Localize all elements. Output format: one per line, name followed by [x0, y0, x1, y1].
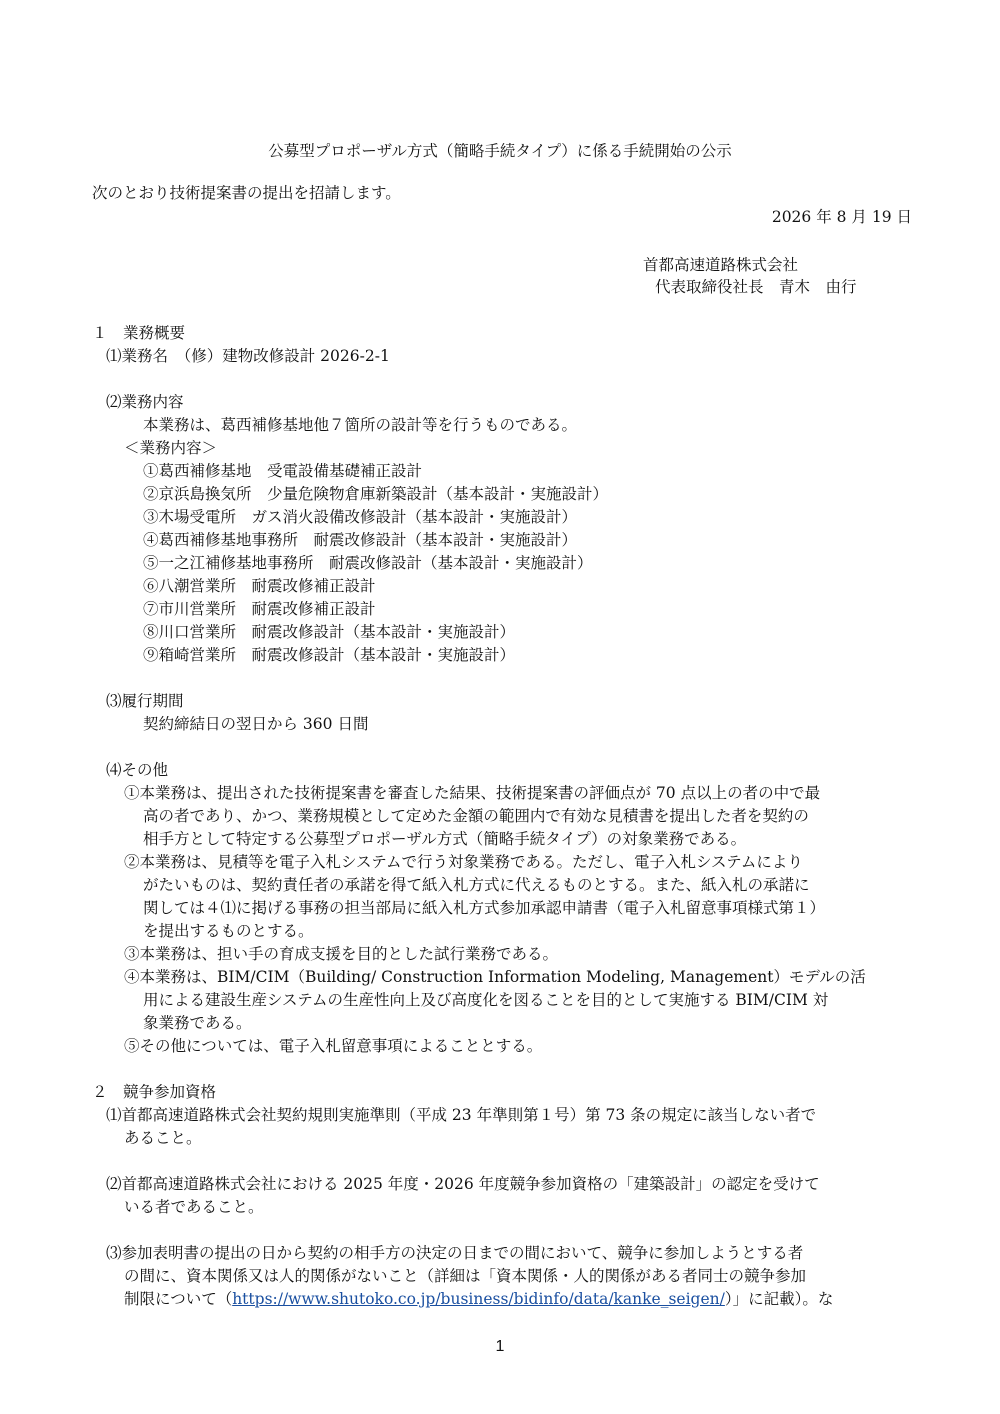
section1-item4-heading: ⑷その他: [106, 761, 169, 779]
kanke-seigen-link[interactable]: https://www.shutoko.co.jp/business/bidinfo/data/kanke_seigen/: [232, 1290, 725, 1308]
section1-item3-heading: ⑶履行期間: [106, 692, 184, 710]
task-item: ⑦市川営業所 耐震改修補正設計: [143, 600, 376, 618]
other-line: ⑤その他については、電子入札留意事項によることとする。: [124, 1037, 543, 1055]
issuer-representative: 代表取締役社長 青木 由行: [655, 278, 857, 296]
other-line: 象業務である。: [143, 1014, 252, 1032]
other-line: 用による建設生産システムの生産性向上及び高度化を図ることを目的として実施する BIM/CIM 対: [143, 991, 829, 1009]
document-title: 公募型プロポーザル方式（簡略手続タイプ）に係る手続開始の公示: [268, 142, 732, 160]
section2-item2-line: ⑵首都高速道路株式会社における 2025 年度・2026 年度競争参加資格の「建築設計」の認定を受けて: [106, 1175, 820, 1193]
task-item: ⑤一之江補修基地事務所 耐震改修設計（基本設計・実施設計）: [143, 554, 593, 572]
other-line: ③本業務は、担い手の育成支援を目的とした試行業務である。: [124, 945, 559, 963]
section2-item3-suffix: ）」に記載）。な: [724, 1290, 834, 1308]
section2-heading: ２ 競争参加資格: [92, 1083, 217, 1101]
section2-item3-line: ⑶参加表明書の提出の日から契約の相手方の決定の日までの間において、競争に参加しようとする者: [106, 1244, 804, 1262]
section1-heading: １ 業務概要: [92, 324, 186, 342]
section2-item3-line: の間に、資本関係又は人的関係がないこと（詳細は「資本関係・人的関係がある者同士の競争参加: [124, 1267, 807, 1285]
intro-text: 次のとおり技術提案書の提出を招請します。: [92, 184, 401, 202]
task-item: ③木場受電所 ガス消火設備改修設計（基本設計・実施設計）: [143, 508, 578, 526]
task-item: ⑧川口営業所 耐震改修設計（基本設計・実施設計）: [143, 623, 516, 641]
task-item: ⑥八潮営業所 耐震改修補正設計: [143, 577, 376, 595]
section1-item2-subheading: ＜業務内容＞: [124, 439, 218, 457]
task-item: ②京浜島換気所 少量危険物倉庫新築設計（基本設計・実施設計）: [143, 485, 609, 503]
issuer-company: 首都高速道路株式会社: [643, 256, 799, 274]
other-line: ①本業務は、提出された技術提案書を審査した結果、技術提案書の評価点が 70 点以上の者の中で最: [124, 784, 821, 802]
task-item: ①葛西補修基地 受電設備基礎補正設計: [143, 462, 423, 480]
section1-item1: ⑴業務名 （修）建物改修設計 2026-2-1: [106, 347, 390, 365]
section2-item3-last-line: [124, 1289, 833, 1309]
section1-item2-text: 本業務は、葛西補修基地他７箇所の設計等を行うものである。: [143, 416, 578, 434]
section2-item1-line: あること。: [124, 1129, 202, 1147]
other-line: を提出するものとする。: [143, 922, 314, 940]
other-line: ④本業務は、BIM/CIM（Building/ Construction Information Modeling, Management）モデルの活: [124, 968, 866, 986]
other-line: 相手方として特定する公募型プロポーザル方式（簡略手続タイプ）の対象業務である。: [143, 830, 747, 848]
other-line: 高の者であり、かつ、業務規模として定めた金額の範囲内で有効な見積書を提出した者を契約の: [143, 807, 809, 825]
other-line: ②本業務は、見積等を電子入札システムで行う対象業務である。ただし、電子入札システムにより: [124, 853, 803, 871]
section1-item3-text: 契約締結日の翌日から 360 日間: [143, 715, 369, 733]
other-line: がたいものは、契約責任者の承諾を得て紙入札方式に代えるものとする。また、紙入札の承諾に: [143, 876, 810, 894]
page-number: 1: [495, 1338, 505, 1355]
section2-item3-prefix: 制限について（: [124, 1290, 233, 1308]
task-item: ⑨箱崎営業所 耐震改修設計（基本設計・実施設計）: [143, 646, 516, 664]
other-line: 関しては４⑴に掲げる事務の担当部局に紙入札方式参加承認申請書（電子入札留意事項様式第１）: [143, 899, 826, 917]
section1-item2-heading: ⑵業務内容: [106, 393, 184, 411]
section2-item1-line: ⑴首都高速道路株式会社契約規則実施準則（平成 23 年準則第１号）第 73 条の規定に該当しない者で: [106, 1106, 817, 1124]
section2-item2-line: いる者であること。: [124, 1198, 264, 1216]
task-item: ④葛西補修基地事務所 耐震改修設計（基本設計・実施設計）: [143, 531, 578, 549]
issue-date: 2026 年 8 月 19 日: [771, 208, 912, 226]
